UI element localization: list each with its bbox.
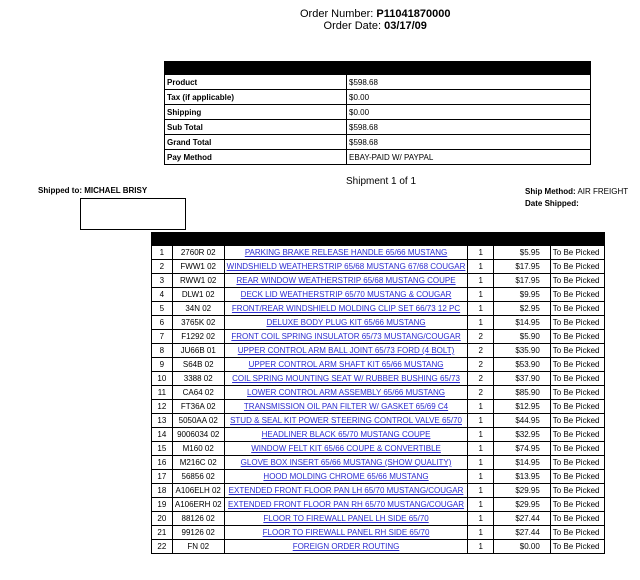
- part-number: M216C 02: [172, 456, 224, 470]
- quantity: 1: [468, 540, 494, 554]
- item-description-link[interactable]: HOOD MOLDING CHROME 65/66 MUSTANG: [263, 472, 429, 481]
- price: $12.95: [494, 400, 551, 414]
- summary-value: $0.00: [347, 90, 591, 105]
- summary-row: [165, 120, 591, 135]
- order-number-line: [300, 8, 450, 20]
- item-description-cell: [224, 372, 468, 386]
- status: To Be Picked: [550, 540, 604, 554]
- order-date-line: [300, 20, 450, 32]
- line-number: 2: [152, 260, 173, 274]
- item-description-link[interactable]: GLOVE BOX INSERT 65/66 MUSTANG (SHOW QUALITY): [240, 458, 452, 467]
- line-number: 10: [152, 372, 173, 386]
- price: $14.95: [494, 456, 551, 470]
- item-description-cell: [224, 316, 468, 330]
- table-row: [152, 540, 605, 554]
- item-description-cell: [224, 484, 468, 498]
- summary-row: [165, 150, 591, 165]
- item-description-cell: [224, 330, 468, 344]
- price: $17.95: [494, 274, 551, 288]
- item-description-cell: [224, 498, 468, 512]
- table-row: [152, 414, 605, 428]
- item-description-cell: [224, 470, 468, 484]
- summary-row: [165, 75, 591, 90]
- summary-row: [165, 90, 591, 105]
- status: To Be Picked: [550, 288, 604, 302]
- part-number: 34N 02: [172, 302, 224, 316]
- line-number: 19: [152, 498, 173, 512]
- summary-label: Grand Total: [165, 135, 347, 150]
- table-row: [152, 456, 605, 470]
- item-description-cell: [224, 344, 468, 358]
- item-description-cell: [224, 442, 468, 456]
- quantity: 1: [468, 288, 494, 302]
- quantity: 1: [468, 274, 494, 288]
- summary-value: EBAY-PAID W/ PAYPAL: [347, 150, 591, 165]
- ship-method: AIR FREIGHT: [577, 187, 629, 196]
- item-description-cell: [224, 400, 468, 414]
- table-row: [152, 512, 605, 526]
- part-number: 2760R 02: [172, 246, 224, 260]
- item-description-link[interactable]: FLOOR TO FIREWALL PANEL RH SIDE 65/70: [262, 528, 430, 537]
- part-number: FN 02: [172, 540, 224, 554]
- status: To Be Picked: [550, 442, 604, 456]
- quantity: 1: [468, 512, 494, 526]
- status: To Be Picked: [550, 344, 604, 358]
- part-number: 9006034 02: [172, 428, 224, 442]
- line-number: 20: [152, 512, 173, 526]
- line-number: 16: [152, 456, 173, 470]
- part-number: 5050AA 02: [172, 414, 224, 428]
- status: To Be Picked: [550, 498, 604, 512]
- line-number: 3: [152, 274, 173, 288]
- status: To Be Picked: [550, 484, 604, 498]
- status: To Be Picked: [550, 372, 604, 386]
- status: To Be Picked: [550, 274, 604, 288]
- item-description-link[interactable]: FRONT COIL SPRING INSULATOR 65/73 MUSTANG/COUGAR: [231, 332, 461, 341]
- line-number: 1: [152, 246, 173, 260]
- part-number: FT36A 02: [172, 400, 224, 414]
- item-description-link[interactable]: PARKING BRAKE RELEASE HANDLE 65/66 MUSTANG: [244, 248, 448, 257]
- address-box: [80, 198, 186, 230]
- item-description-cell: [224, 386, 468, 400]
- table-row: [152, 400, 605, 414]
- price: $35.90: [494, 344, 551, 358]
- table-row: [152, 442, 605, 456]
- status: To Be Picked: [550, 302, 604, 316]
- status: To Be Picked: [550, 246, 604, 260]
- table-row: [152, 428, 605, 442]
- quantity: 1: [468, 246, 494, 260]
- line-number: 12: [152, 400, 173, 414]
- item-description-cell: [224, 540, 468, 554]
- part-number: F1292 02: [172, 330, 224, 344]
- line-number: 9: [152, 358, 173, 372]
- table-row: [152, 316, 605, 330]
- shipped-to-name: MICHAEL BRISY: [84, 186, 148, 195]
- part-number: CA64 02: [172, 386, 224, 400]
- date-shipped-line: [525, 198, 628, 210]
- order-number: P11041870000: [376, 8, 451, 20]
- table-row: [152, 498, 605, 512]
- line-number: 18: [152, 484, 173, 498]
- price: $85.90: [494, 386, 551, 400]
- line-number: 14: [152, 428, 173, 442]
- quantity: 2: [468, 372, 494, 386]
- order-number-label: Order Number:: [300, 8, 374, 20]
- item-description-cell: [224, 414, 468, 428]
- item-description-cell: [224, 274, 468, 288]
- item-description-link[interactable]: EXTENDED FRONT FLOOR PAN RH 65/70 MUSTANG/COUGAR: [228, 500, 465, 509]
- item-description-link[interactable]: FLOOR TO FIREWALL PANEL LH SIDE 65/70: [263, 514, 429, 523]
- item-description-link[interactable]: REAR WINDOW WEATHERSTRIP 65/68 MUSTANG COUPE: [236, 276, 456, 285]
- line-number: 5: [152, 302, 173, 316]
- quantity: 1: [468, 442, 494, 456]
- status: To Be Picked: [550, 456, 604, 470]
- order-date-label: Order Date:: [323, 20, 382, 32]
- price: $32.95: [494, 428, 551, 442]
- table-row: [152, 260, 605, 274]
- table-row: [152, 372, 605, 386]
- item-description-link[interactable]: STUD & SEAL KIT POWER STEERING CONTROL VALVE 65/70: [230, 416, 462, 425]
- quantity: 1: [468, 260, 494, 274]
- quantity: 1: [468, 400, 494, 414]
- part-number: FWW1 02: [172, 260, 224, 274]
- table-row: [152, 344, 605, 358]
- quantity: 1: [468, 316, 494, 330]
- ship-info: [525, 186, 628, 210]
- quantity: 1: [468, 414, 494, 428]
- line-number: 22: [152, 540, 173, 554]
- line-number: 4: [152, 288, 173, 302]
- price: $17.95: [494, 260, 551, 274]
- table-row: [152, 330, 605, 344]
- item-description-cell: [224, 526, 468, 540]
- summary-label: Shipping: [165, 105, 347, 120]
- part-number: 99126 02: [172, 526, 224, 540]
- item-description-cell: [224, 512, 468, 526]
- date-shipped-label: Date Shipped:: [525, 199, 579, 208]
- item-description-link[interactable]: UPPER CONTROL ARM SHAFT KIT 65/66 MUSTANG: [248, 360, 444, 369]
- status: To Be Picked: [550, 470, 604, 484]
- status: To Be Picked: [550, 414, 604, 428]
- status: To Be Picked: [550, 386, 604, 400]
- line-number: 21: [152, 526, 173, 540]
- line-number: 8: [152, 344, 173, 358]
- quantity: 2: [468, 330, 494, 344]
- shipped-to-label: Shipped to:: [38, 186, 82, 195]
- status: To Be Picked: [550, 358, 604, 372]
- part-number: A106ELH 02: [172, 484, 224, 498]
- item-description-cell: [224, 288, 468, 302]
- summary-value: $598.68: [347, 75, 591, 90]
- price: $5.90: [494, 330, 551, 344]
- status: To Be Picked: [550, 512, 604, 526]
- summary-value: $598.68: [347, 135, 591, 150]
- table-row: [152, 470, 605, 484]
- quantity: 1: [468, 526, 494, 540]
- quantity: 2: [468, 358, 494, 372]
- status: To Be Picked: [550, 260, 604, 274]
- line-number: 17: [152, 470, 173, 484]
- item-description-link[interactable]: EXTENDED FRONT FLOOR PAN LH 65/70 MUSTANG/COUGAR: [228, 486, 464, 495]
- table-row: [152, 302, 605, 316]
- status: To Be Picked: [550, 316, 604, 330]
- line-number: 15: [152, 442, 173, 456]
- quantity: 2: [468, 344, 494, 358]
- summary-label: Pay Method: [165, 150, 347, 165]
- price: $9.95: [494, 288, 551, 302]
- summary-header-bar: [165, 62, 591, 75]
- order-date: 03/17/09: [384, 20, 427, 32]
- summary-label: Tax (if applicable): [165, 90, 347, 105]
- part-number: RWW1 02: [172, 274, 224, 288]
- table-row: [152, 246, 605, 260]
- quantity: 1: [468, 302, 494, 316]
- price: $29.95: [494, 498, 551, 512]
- table-row: [152, 526, 605, 540]
- status: To Be Picked: [550, 428, 604, 442]
- line-number: 6: [152, 316, 173, 330]
- part-number: JU66B 01: [172, 344, 224, 358]
- item-description-link[interactable]: WINDOW FELT KIT 65/66 COUPE & CONVERTIBLE: [251, 444, 441, 453]
- ship-method-label: Ship Method:: [525, 187, 576, 196]
- item-description-link[interactable]: FRONT/REAR WINDSHIELD MOLDING CLIP SET 66/73 12 PC: [231, 304, 461, 313]
- order-header: [300, 8, 450, 32]
- summary-value: $0.00: [347, 105, 591, 120]
- items-table: [151, 232, 605, 554]
- summary-value: $598.68: [347, 120, 591, 135]
- status: To Be Picked: [550, 526, 604, 540]
- part-number: A106ERH 02: [172, 498, 224, 512]
- price: $14.95: [494, 316, 551, 330]
- price: $5.95: [494, 246, 551, 260]
- price: $0.00: [494, 540, 551, 554]
- part-number: S64B 02: [172, 358, 224, 372]
- item-description-cell: [224, 260, 468, 274]
- table-row: [152, 484, 605, 498]
- items-header-bar: [152, 233, 605, 246]
- status: To Be Picked: [550, 330, 604, 344]
- line-number: 11: [152, 386, 173, 400]
- item-description-link[interactable]: WINDSHIELD WEATHERSTRIP 65/68 MUSTANG 67/68 COUGAR: [226, 262, 466, 271]
- item-description-cell: [224, 456, 468, 470]
- item-description-link[interactable]: HEADLINER BLACK 65/70 MUSTANG COUPE: [261, 430, 431, 439]
- summary-label: Sub Total: [165, 120, 347, 135]
- item-description-link[interactable]: DECK LID WEATHERSTRIP 65/70 MUSTANG & COUGAR: [240, 290, 452, 299]
- table-row: [152, 386, 605, 400]
- price: $74.95: [494, 442, 551, 456]
- item-description-cell: [224, 302, 468, 316]
- table-row: [152, 274, 605, 288]
- item-description-cell: [224, 428, 468, 442]
- quantity: 1: [468, 498, 494, 512]
- status: To Be Picked: [550, 400, 604, 414]
- price: $27.44: [494, 512, 551, 526]
- summary-row: [165, 105, 591, 120]
- quantity: 1: [468, 484, 494, 498]
- part-number: 3765K 02: [172, 316, 224, 330]
- price: $44.95: [494, 414, 551, 428]
- item-description-link[interactable]: DELUXE BODY PLUG KIT 65/66 MUSTANG: [266, 318, 426, 327]
- price: $53.90: [494, 358, 551, 372]
- line-number: 13: [152, 414, 173, 428]
- quantity: 1: [468, 428, 494, 442]
- shipped-to: [38, 186, 147, 195]
- price: $27.44: [494, 526, 551, 540]
- item-description-link[interactable]: TRANSMISSION OIL PAN FILTER W/ GASKET 65/69 C4: [243, 402, 449, 411]
- part-number: 56856 02: [172, 470, 224, 484]
- table-row: [152, 358, 605, 372]
- part-number: 3388 02: [172, 372, 224, 386]
- order-summary-table: [164, 61, 591, 165]
- quantity: 2: [468, 386, 494, 400]
- price: $37.90: [494, 372, 551, 386]
- price: $2.95: [494, 302, 551, 316]
- line-number: 7: [152, 330, 173, 344]
- summary-label: Product: [165, 75, 347, 90]
- item-description-link[interactable]: UPPER CONTROL ARM BALL JOINT 65/73 FORD (4 BOLT): [237, 346, 455, 355]
- item-description-link[interactable]: LOWER CONTROL ARM ASSEMBLY 65/66 MUSTANG: [247, 388, 446, 397]
- item-description-link[interactable]: COIL SPRING MOUNTING SEAT W/ RUBBER BUSHING 65/73: [232, 374, 460, 383]
- item-description-cell: [224, 358, 468, 372]
- price: $13.95: [494, 470, 551, 484]
- price: $29.95: [494, 484, 551, 498]
- item-description-cell: [224, 246, 468, 260]
- summary-row: [165, 135, 591, 150]
- ship-method-line: [525, 186, 628, 198]
- table-row: [152, 288, 605, 302]
- quantity: 1: [468, 456, 494, 470]
- part-number: M160 02: [172, 442, 224, 456]
- shipment-title: Shipment 1 of 1: [346, 176, 417, 187]
- part-number: DLW1 02: [172, 288, 224, 302]
- part-number: 88126 02: [172, 512, 224, 526]
- item-description-link[interactable]: FOREIGN ORDER ROUTING: [292, 542, 400, 551]
- quantity: 1: [468, 470, 494, 484]
